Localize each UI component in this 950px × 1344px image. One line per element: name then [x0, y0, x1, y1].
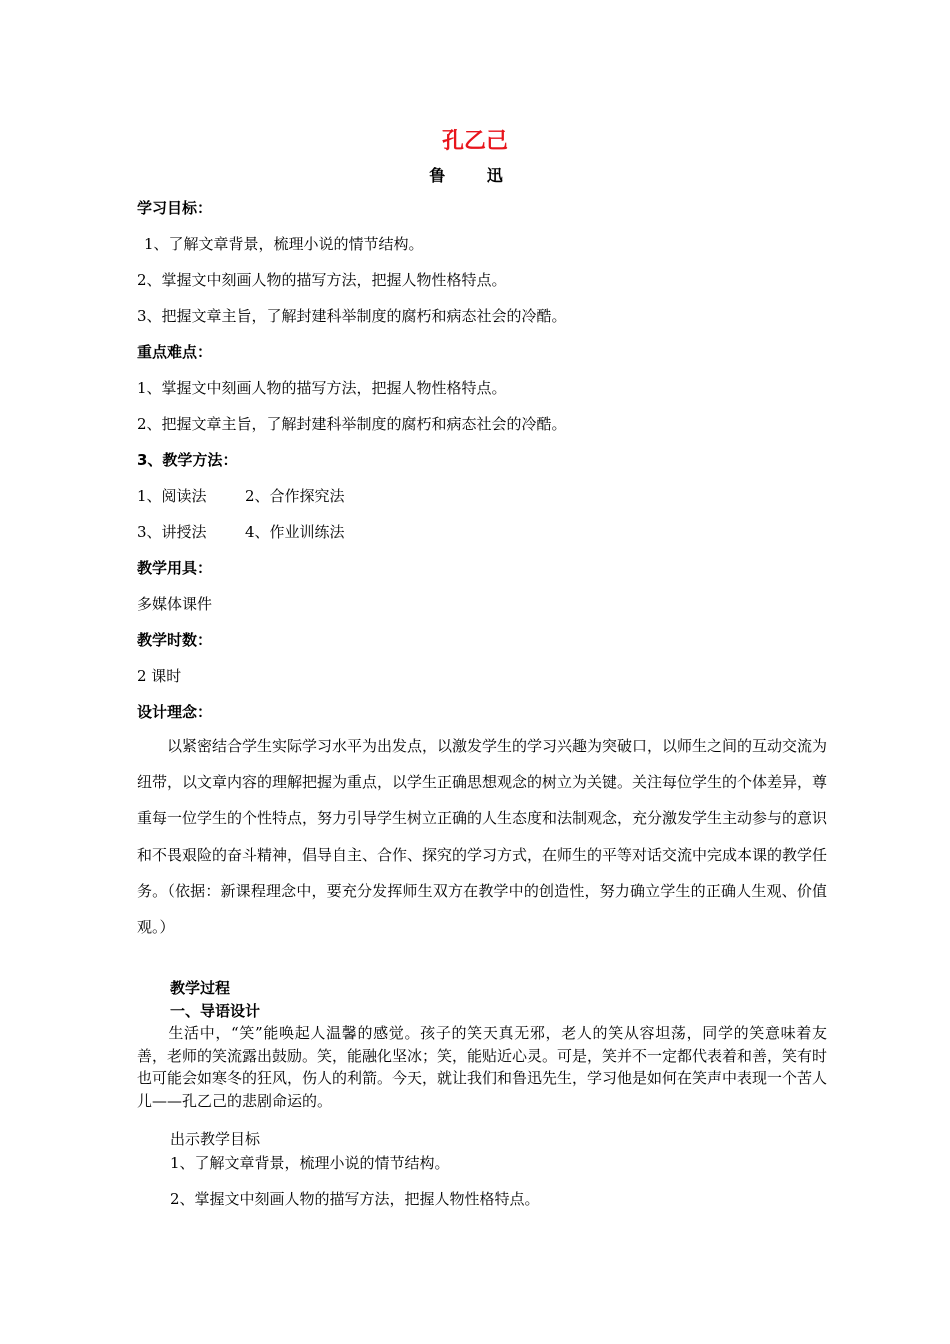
method-item: 4、作业训练法 — [245, 523, 345, 541]
objective-item: 2、掌握文中刻画人物的描写方法，把握人物性格特点。 — [170, 1190, 540, 1208]
subsection-heading-intro: 一、导语设计 — [170, 1002, 261, 1020]
section-heading-key-points: 重点难点： — [137, 343, 213, 361]
section-heading-design-concept: 设计理念： — [137, 703, 213, 721]
method-item: 2、合作探究法 — [245, 487, 345, 505]
document-author: 鲁 迅 — [429, 166, 521, 185]
method-item: 3、讲授法 — [137, 523, 207, 541]
section-heading-objectives: 学习目标： — [137, 199, 213, 217]
tools-text: 多媒体课件 — [137, 595, 213, 613]
section-heading-hours: 教学时数： — [137, 631, 213, 649]
document-title: 孔乙己 — [441, 129, 508, 154]
show-objectives-label: 出示教学目标 — [170, 1130, 261, 1148]
hours-text: 2 课时 — [137, 667, 182, 685]
objective-item: 2、掌握文中刻画人物的描写方法，把握人物性格特点。 — [137, 271, 507, 289]
method-item: 1、阅读法 — [137, 487, 207, 505]
objective-item: 1、了解文章背景，梳理小说的情节结构。 — [144, 235, 424, 253]
intro-paragraph: 生活中，“笑”能唤起人温馨的感觉。孩子的笑天真无邪，老人的笑从容坦荡，同学的笑意味着友善，老师的笑流露出鼓励。笑，能融化坚冰；笑，能贴近心灵。可是，笑并不一定都代表着和善，笑有时也可能会如寒冬的狂风，伤人的利箭。今天，就让我们和鲁迅先生，学习他是如何在笑声中表现一个苦人儿——孔乙己的悲剧命运的。 — [137, 1024, 828, 1110]
objective-item: 3、把握文章主旨，了解封建科举制度的腐朽和病态社会的冷酷。 — [137, 307, 567, 325]
key-point-item: 1、掌握文中刻画人物的描写方法，把握人物性格特点。 — [137, 379, 507, 397]
section-heading-tools: 教学用具： — [137, 559, 213, 577]
key-point-item: 2、把握文章主旨，了解封建科举制度的腐朽和病态社会的冷酷。 — [137, 415, 567, 433]
section-heading-process: 教学过程 — [170, 979, 231, 997]
section-heading-methods: 3、教学方法： — [137, 451, 238, 469]
objective-item: 1、了解文章背景，梳理小说的情节结构。 — [170, 1154, 450, 1172]
design-concept-paragraph: 以紧密结合学生实际学习水平为出发点，以激发学生的学习兴趣为突破口，以师生之间的互动交流为纽带，以文章内容的理解把握为重点，以学生正确思想观念的树立为关键。关注每位学生的个体差异，尊重每一位学生的个性特点，努力引导学生树立正确的人生态度和法制观念，充分激发学生主动参与的意识和不畏艰险的奋斗精神，倡导自主、合作、探究的学习方式，在师生的平等对话交流中完成本课的教学任务。（依据：新课程理念中，要充分发挥师生双方在教学中的创造性，努力确立学生的正确人生观、价值观。） — [137, 737, 828, 937]
